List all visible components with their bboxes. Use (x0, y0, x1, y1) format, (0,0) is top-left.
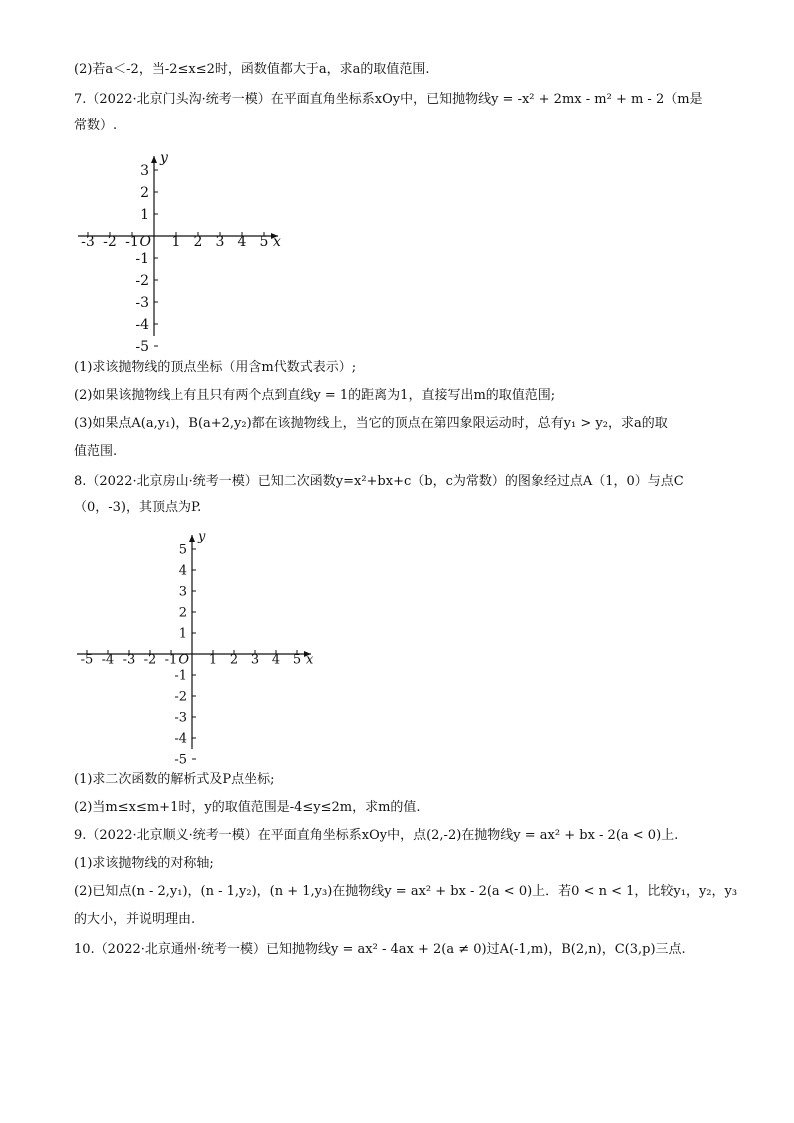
x-tick-label: -4 (101, 652, 115, 668)
x-tick-label: -2 (143, 652, 157, 668)
x-tick-label: 5 (259, 234, 269, 250)
x-tick-label: 2 (229, 652, 239, 668)
y-tick-label: 4 (178, 563, 187, 579)
x-tick-label: -1 (164, 652, 178, 668)
y-tick-label: -3 (135, 295, 149, 311)
x-axis-label: x (273, 234, 281, 250)
y-tick-label: -4 (174, 731, 187, 747)
y-tick-label: -3 (174, 710, 187, 726)
y-tick-label: -4 (135, 317, 149, 333)
y-tick-label: -5 (174, 752, 187, 768)
q9-part2-cont: 的大小，并说明理由. (74, 912, 196, 927)
y-tick-label: -2 (135, 273, 149, 289)
x-tick-label: 4 (271, 652, 281, 668)
q9-part1: (1)求该抛物线的对称轴; (74, 856, 214, 871)
q7-coordinate-axes (70, 140, 300, 355)
y-tick-label: 2 (140, 185, 149, 201)
q8-stem-cont: （0，-3)，其顶点为P. (74, 500, 202, 515)
q8-stem: 8.（2022·北京房山·统考一模）已知二次函数y=x²+bx+c（b，c为常数）的图象经过点A（1，0）与点C (74, 474, 684, 489)
q8-coordinate-axes (68, 520, 338, 770)
y-tick-label: 5 (178, 542, 187, 558)
q8-part1: (1)求二次函数的解析式及P点坐标; (74, 772, 275, 787)
y-tick-label: -1 (135, 251, 149, 267)
q9-part2: (2)已知点(n - 2,y₁)，(n - 1,y₂)，(n + 1,y₃)在抛物线y = ax² + bx - 2(a < 0)上．若0 < n < 1，比较y₁，y₂，y₃ (74, 884, 738, 899)
y-tick-label: -1 (174, 668, 187, 684)
y-axis-arrow (189, 535, 195, 542)
x-tick-label: 3 (215, 234, 225, 250)
x-tick-label: 5 (292, 652, 302, 668)
x-tick-label: 4 (237, 234, 247, 250)
q7-stem: 7.（2022·北京门头沟·统考一模）在平面直角坐标系xOy中，已知抛物线y = -x² + 2mx - m² + m - 2（m是 (74, 92, 703, 107)
origin-label: O (139, 234, 151, 250)
origin-label: O (178, 652, 189, 668)
x-tick-label: 1 (208, 652, 218, 668)
q7-part2: (2)如果该抛物线上有且只有两个点到直线y = 1的距离为1，直接写出m的取值范围; (74, 388, 556, 403)
y-axis-label: y (160, 150, 168, 166)
x-tick-label: -5 (80, 652, 94, 668)
y-tick-label: 1 (178, 626, 187, 642)
q7-stem-cont: 常数）. (74, 118, 118, 133)
q9-stem: 9.（2022·北京顺义·统考一模）在平面直角坐标系xOy中，点(2,-2)在抛物线y = ax² + bx - 2(a < 0)上. (74, 828, 679, 843)
x-axis-label: x (306, 652, 314, 668)
y-tick-label: 3 (140, 163, 149, 179)
q7-part3-cont: 值范围. (74, 444, 118, 459)
q7-part1: (1)求该抛物线的顶点坐标（用含m代数式表示）; (74, 360, 357, 375)
q6-part2: (2)若a＜-2，当-2≤x≤2时，函数值都大于a，求a的取值范围. (74, 62, 430, 77)
x-tick-label: -3 (122, 652, 136, 668)
x-tick-label: -1 (125, 234, 139, 250)
x-tick-label: -3 (81, 234, 95, 250)
y-tick-label: -5 (135, 339, 149, 355)
x-tick-label: 2 (193, 234, 203, 250)
y-tick-label: -2 (174, 689, 187, 705)
q8-part2: (2)当m≤x≤m+1时，y的取值范围是-4≤y≤2m，求m的值. (74, 800, 421, 815)
q7-part3: (3)如果点A(a,y₁)，B(a+2,y₂)都在该抛物线上，当它的顶点在第四象限运动时，总有y₁ > y₂，求a的取 (74, 416, 668, 431)
x-tick-label: 1 (171, 234, 181, 250)
x-tick-label: 3 (250, 652, 260, 668)
y-tick-label: 1 (140, 207, 149, 223)
y-axis-arrow (151, 156, 157, 163)
y-tick-label: 3 (178, 584, 187, 600)
y-tick-label: 2 (178, 605, 187, 621)
q10-stem: 10.（2022·北京通州·统考一模）已知抛物线y = ax² - 4ax + 2(a ≠ 0)过A(-1,m)，B(2,n)，C(3,p)三点. (74, 942, 686, 957)
x-tick-label: -2 (103, 234, 117, 250)
y-axis-label: y (198, 529, 206, 545)
